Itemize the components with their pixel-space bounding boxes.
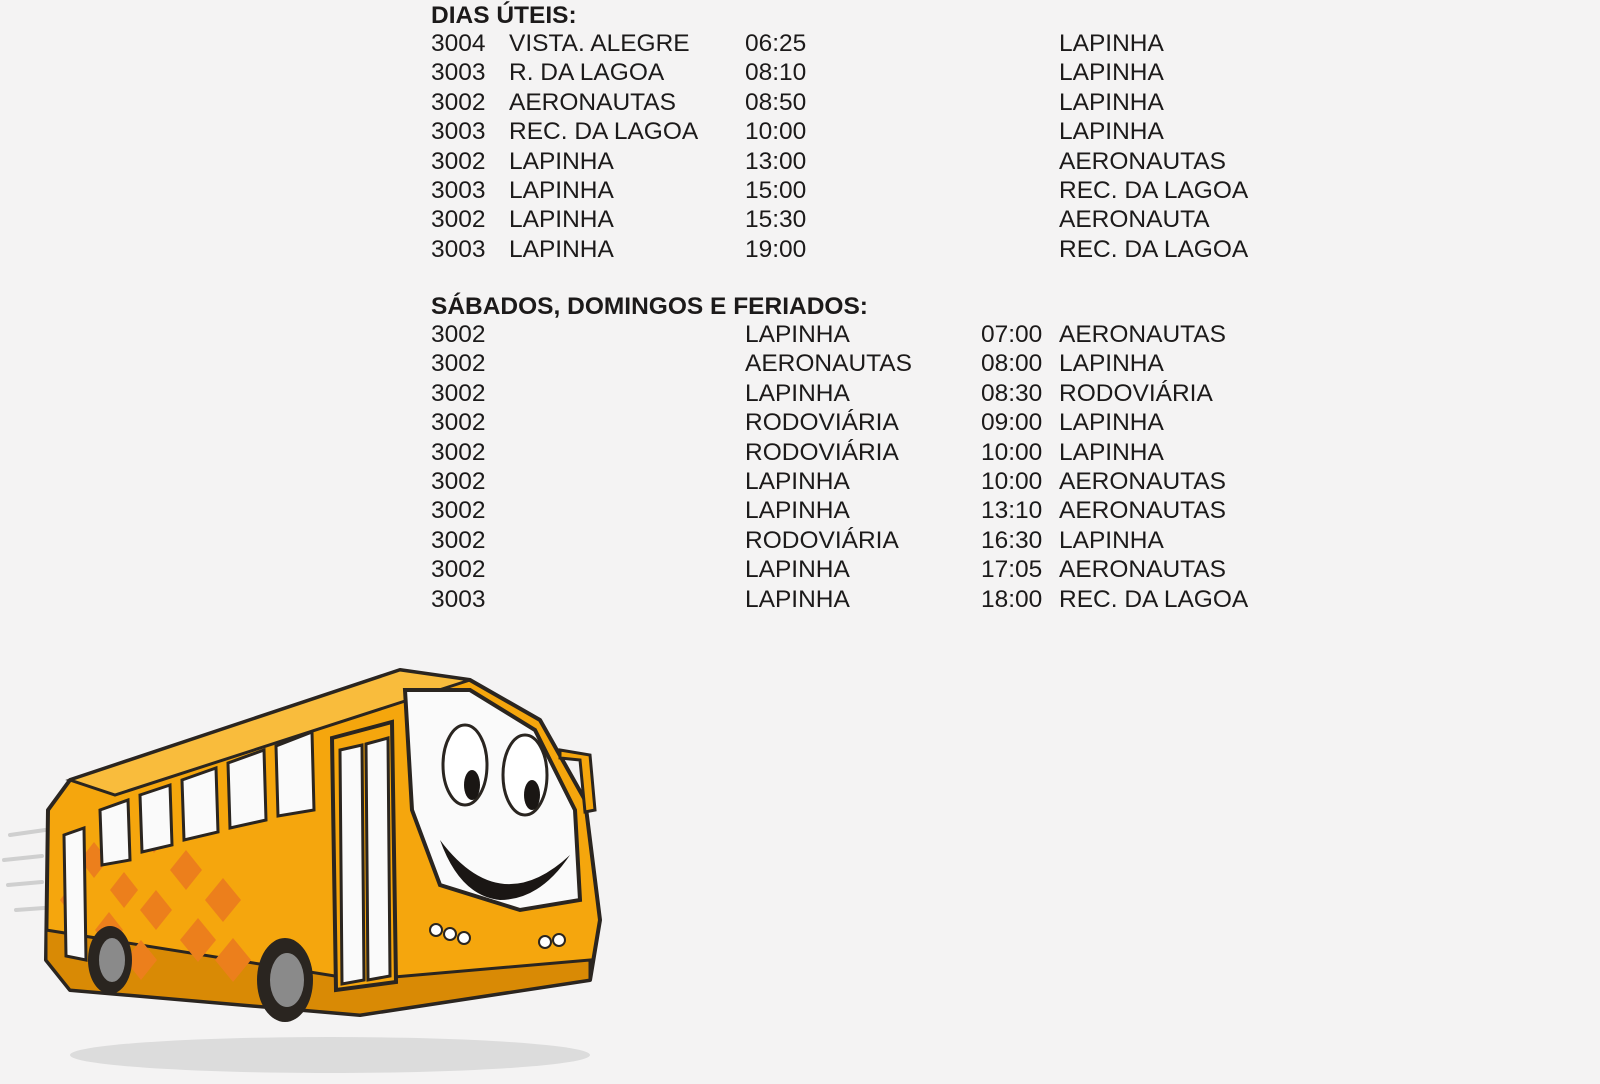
route-number: 3002	[431, 88, 486, 116]
destination: AERONAUTAS	[1059, 147, 1226, 175]
bus-shadow	[70, 1037, 590, 1073]
route-number: 3002	[431, 350, 486, 378]
route-number: 3002	[431, 467, 486, 495]
departure-time: 15:00	[745, 176, 807, 204]
route-number: 3002	[431, 526, 486, 554]
route-number: 3002	[431, 409, 486, 437]
weekend-row	[431, 585, 1331, 614]
departure-time: 08:00	[981, 350, 1043, 378]
origin: LAPINHA	[745, 556, 850, 584]
destination: AERONAUTAS	[1059, 321, 1226, 348]
destination: AERONAUTAS	[1059, 556, 1226, 584]
route-number: 3002	[431, 497, 486, 525]
weekend-row	[431, 379, 1331, 408]
departure-time: 15:30	[745, 206, 807, 234]
origin: RODOVIÁRIA	[745, 526, 899, 554]
departure-time: 17:05	[981, 556, 1043, 584]
departure-time: 19:00	[745, 235, 807, 263]
weekend-section	[431, 291, 1331, 614]
smiling-bus-icon	[0, 660, 620, 1084]
origin: LAPINHA	[509, 147, 614, 175]
departure-time: 08:50	[745, 88, 807, 116]
route-number: 3002	[431, 556, 486, 584]
weekend-row	[431, 496, 1331, 525]
origin: REC. DA LAGOA	[509, 118, 699, 146]
front-door	[332, 722, 396, 990]
destination: LAPINHA	[1059, 88, 1164, 116]
destination: AERONAUTA	[1059, 206, 1210, 234]
weekend-row	[431, 408, 1331, 437]
destination: LAPINHA	[1059, 30, 1164, 57]
route-number: 3002	[431, 321, 486, 348]
departure-time: 10:00	[981, 438, 1043, 466]
departure-time: 08:10	[745, 59, 807, 87]
destination: REC. DA LAGOA	[1059, 585, 1249, 613]
departure-time: 10:00	[745, 118, 807, 146]
origin: LAPINHA	[745, 379, 850, 407]
weekday-row	[431, 176, 1331, 205]
destination: AERONAUTAS	[1059, 497, 1226, 525]
weekend-row	[431, 320, 1331, 349]
weekend-rows	[431, 320, 1331, 614]
weekday-row	[431, 29, 1331, 58]
route-number: 3002	[431, 438, 486, 466]
route-number: 3003	[431, 176, 486, 204]
origin: RODOVIÁRIA	[745, 438, 899, 466]
departure-time: 10:00	[981, 467, 1043, 495]
departure-time: 06:25	[745, 30, 807, 57]
weekday-rows	[431, 29, 1331, 264]
departure-time: 18:00	[981, 585, 1043, 613]
weekday-row	[431, 58, 1331, 87]
route-number: 3003	[431, 585, 486, 613]
route-number: 3003	[431, 118, 486, 146]
departure-time: 07:00	[981, 321, 1043, 348]
destination: LAPINHA	[1059, 409, 1164, 437]
weekday-row	[431, 147, 1331, 176]
origin: LAPINHA	[509, 235, 614, 263]
origin: VISTA. ALEGRE	[509, 30, 690, 57]
route-number: 3002	[431, 206, 486, 234]
route-number: 3002	[431, 147, 486, 175]
origin: LAPINHA	[745, 321, 850, 348]
origin: LAPINHA	[745, 467, 850, 495]
weekday-heading: DIAS ÚTEIS:	[431, 2, 577, 29]
departure-time: 09:00	[981, 409, 1043, 437]
route-number: 3004	[431, 30, 486, 57]
rear-door	[64, 828, 86, 960]
origin: LAPINHA	[509, 176, 614, 204]
route-number: 3003	[431, 235, 486, 263]
destination: LAPINHA	[1059, 438, 1164, 466]
route-number: 3002	[431, 379, 486, 407]
weekday-row	[431, 205, 1331, 234]
destination: REC. DA LAGOA	[1059, 235, 1249, 263]
weekday-section	[431, 0, 1331, 264]
weekend-heading: SÁBADOS, DOMINGOS E FERIADOS:	[431, 293, 868, 320]
origin: LAPINHA	[509, 206, 614, 234]
weekday-row	[431, 117, 1331, 146]
destination: AERONAUTAS	[1059, 467, 1226, 495]
destination: LAPINHA	[1059, 350, 1164, 378]
weekday-row	[431, 88, 1331, 117]
origin: LAPINHA	[745, 497, 850, 525]
weekend-row	[431, 526, 1331, 555]
weekend-row	[431, 349, 1331, 378]
departure-time: 16:30	[981, 526, 1043, 554]
origin: R. DA LAGOA	[509, 59, 665, 87]
origin: AERONAUTAS	[745, 350, 912, 378]
weekend-row	[431, 438, 1331, 467]
destination: LAPINHA	[1059, 118, 1164, 146]
destination: RODOVIÁRIA	[1059, 379, 1213, 407]
origin: RODOVIÁRIA	[745, 409, 899, 437]
destination: LAPINHA	[1059, 526, 1164, 554]
weekend-row	[431, 555, 1331, 584]
route-number: 3003	[431, 59, 486, 87]
origin: LAPINHA	[745, 585, 850, 613]
origin: AERONAUTAS	[509, 88, 676, 116]
departure-time: 08:30	[981, 379, 1043, 407]
weekday-row	[431, 235, 1331, 264]
destination: REC. DA LAGOA	[1059, 176, 1249, 204]
departure-time: 13:10	[981, 497, 1043, 525]
destination: LAPINHA	[1059, 59, 1164, 87]
weekend-row	[431, 467, 1331, 496]
departure-time: 13:00	[745, 147, 807, 175]
speed-lines	[4, 830, 45, 910]
